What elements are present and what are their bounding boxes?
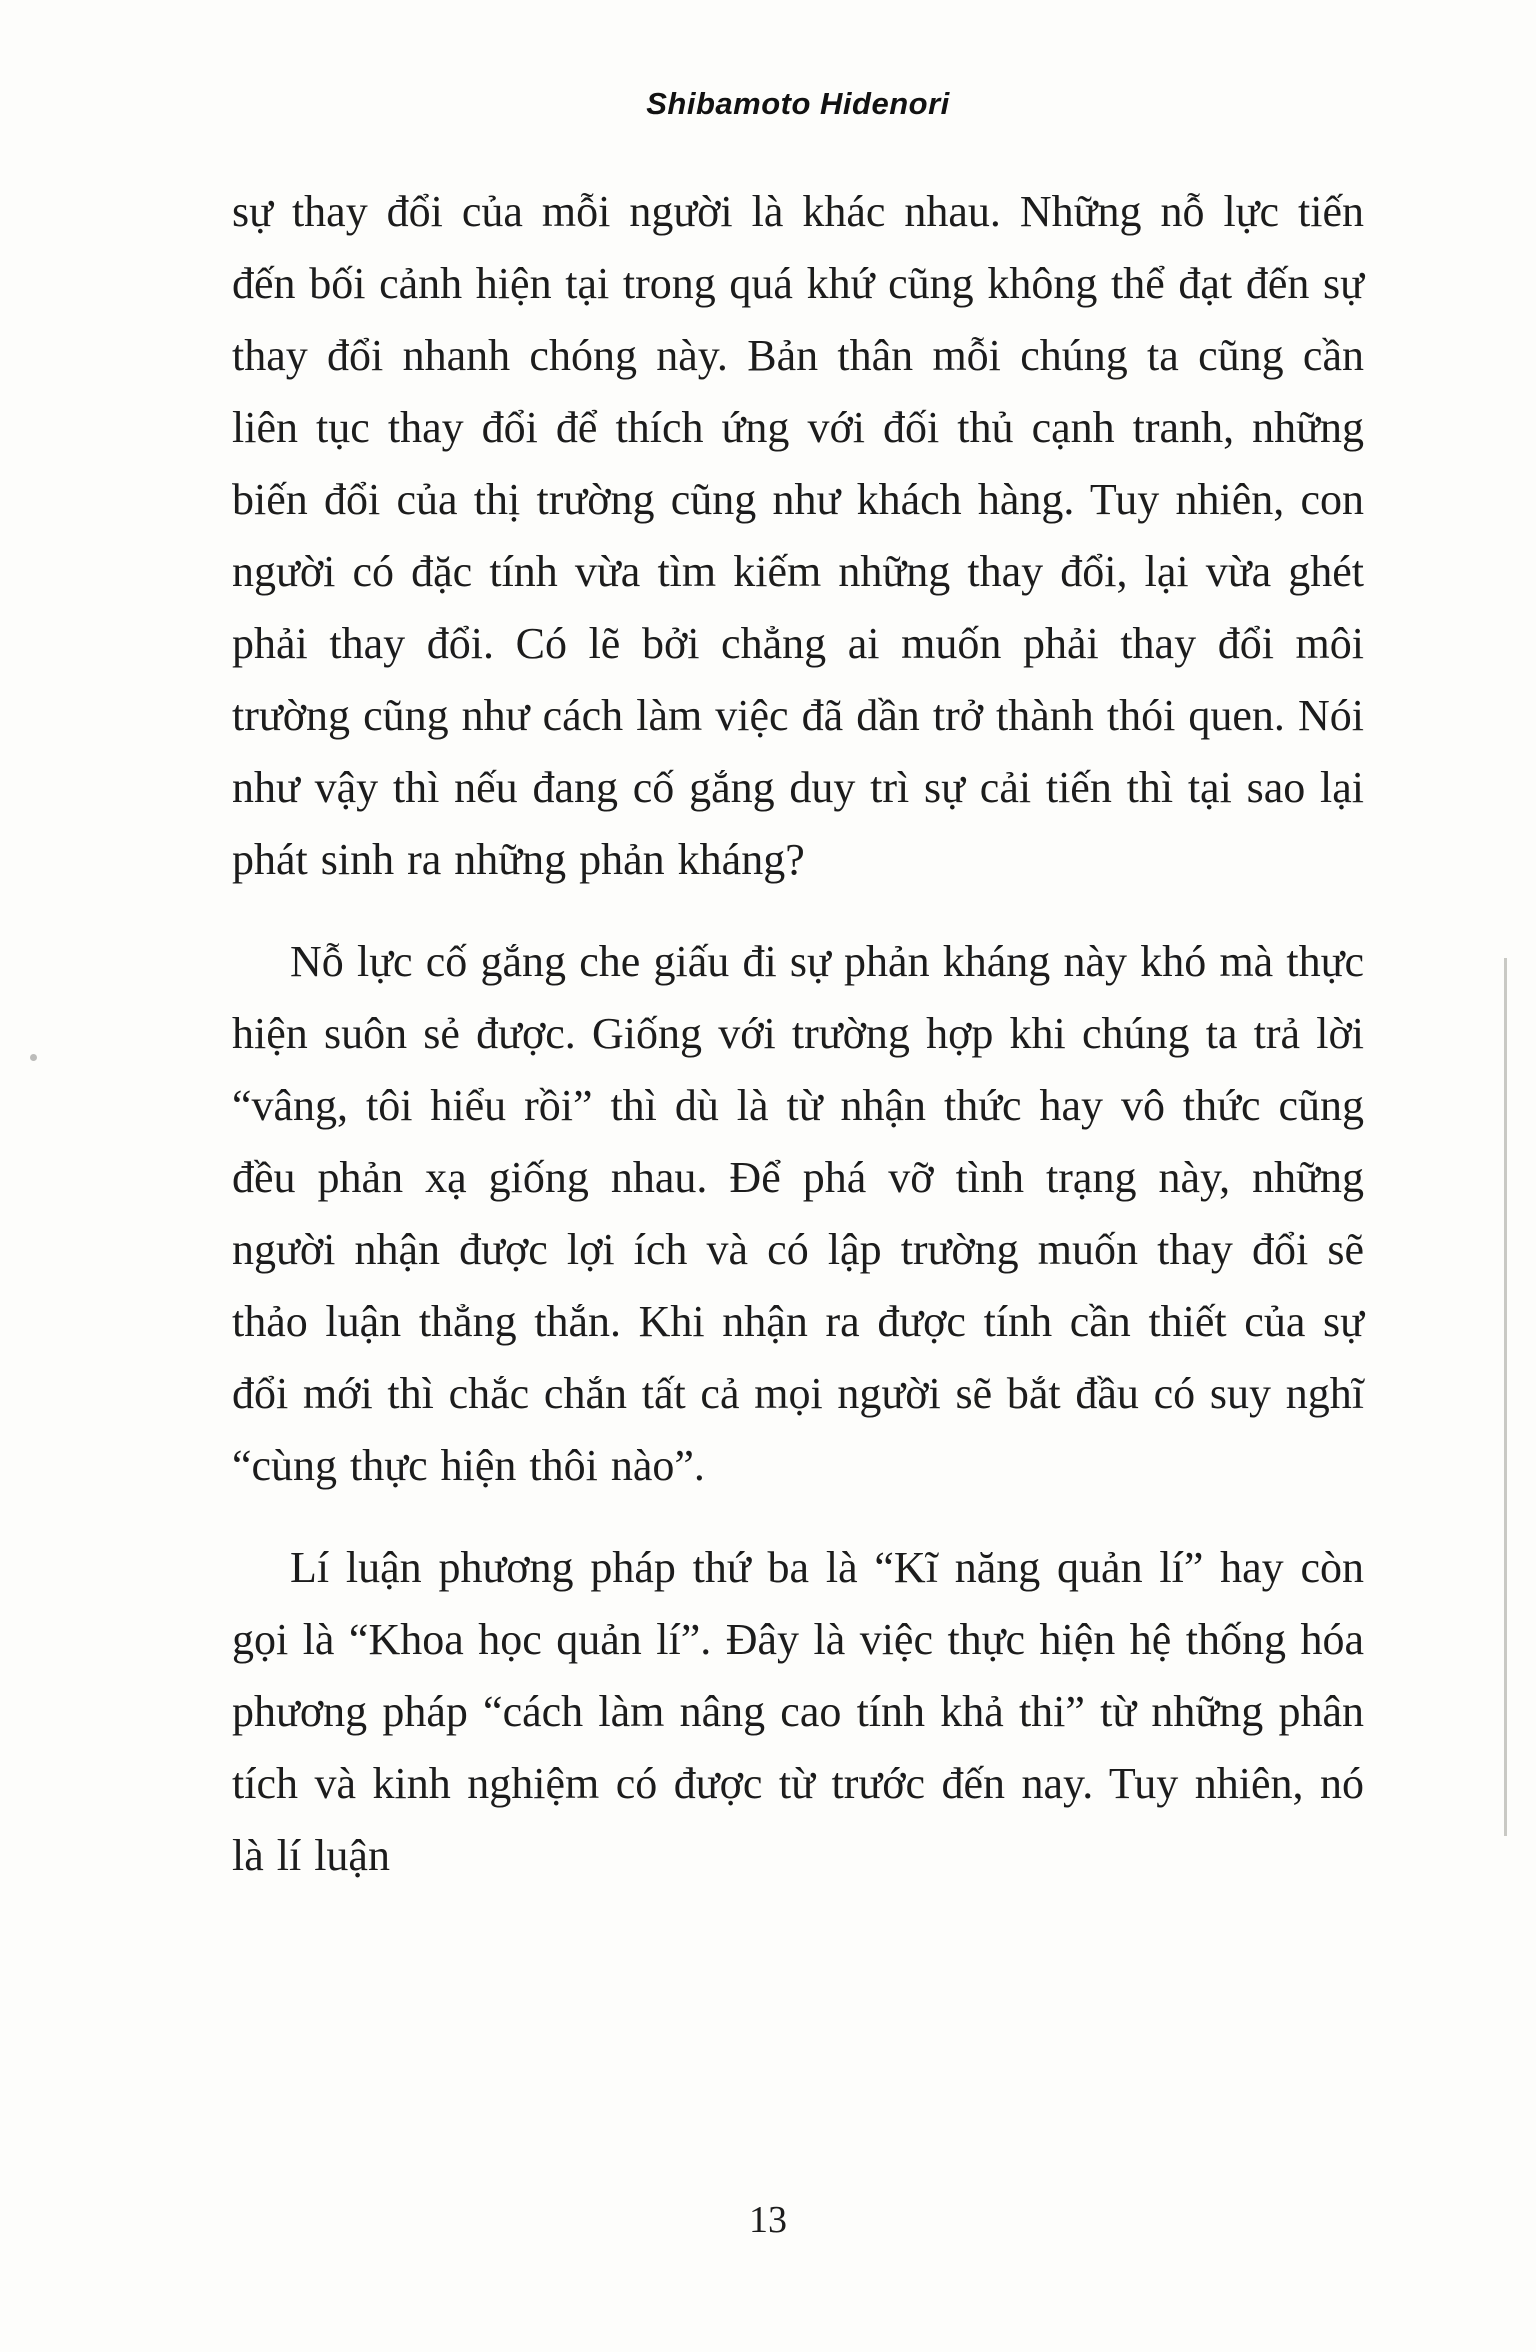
running-header: Shibamoto Hidenori (646, 86, 950, 121)
paragraph: Nỗ lực cố gắng che giấu đi sự phản kháng này khó mà thực hiện suôn sẻ được. Giống với trường hợp khi chúng ta trả lời “vâng, tôi hiểu rồi” thì dù là từ nhận thức hay vô thức cũng đều phản xạ giống nhau. Để phá vỡ tình trạng này, những người nhận được lợi ích và có lập trường muốn thay đổi sẽ thảo luận thẳng thắn. Khi nhận ra được tính cần thiết của sự đổi mới thì chắc chắn tất cả mọi người sẽ bắt đầu có suy nghĩ “cùng thực hiện thôi nào”. (232, 937, 1364, 1490)
paragraph: sự thay đổi của mỗi người là khác nhau. Những nỗ lực tiến đến bối cảnh hiện tại trong quá khứ cũng không thể đạt đến sự thay đổi nhanh chóng này. Bản thân mỗi chúng ta cũng cần liên tục thay đổi để thích ứng với đối thủ cạnh tranh, những biến đổi của thị trường cũng như khách hàng. Tuy nhiên, con người có đặc tính vừa tìm kiếm những thay đổi, lại vừa ghét phải thay đổi. Có lẽ bởi chẳng ai muốn phải thay đổi môi trường cũng như cách làm việc đã dần trở thành thói quen. Nói như vậy thì nếu đang cố gắng duy trì sự cải tiến thì tại sao lại phát sinh ra những phản kháng? (232, 187, 1364, 884)
page-content (232, 176, 1364, 1892)
paragraph: Lí luận phương pháp thứ ba là “Kĩ năng quản lí” hay còn gọi là “Khoa học quản lí”. Đây là việc thực hiện hệ thống hóa phương pháp “cách làm nâng cao tính khả thi” từ những phân tích và kinh nghiệm có được từ trước đến nay. Tuy nhiên, nó là lí luận (232, 1543, 1364, 1880)
page-number: 13 (749, 2199, 787, 2241)
scan-artifact-dot (30, 1054, 37, 1061)
scan-artifact-line (1504, 958, 1507, 1836)
